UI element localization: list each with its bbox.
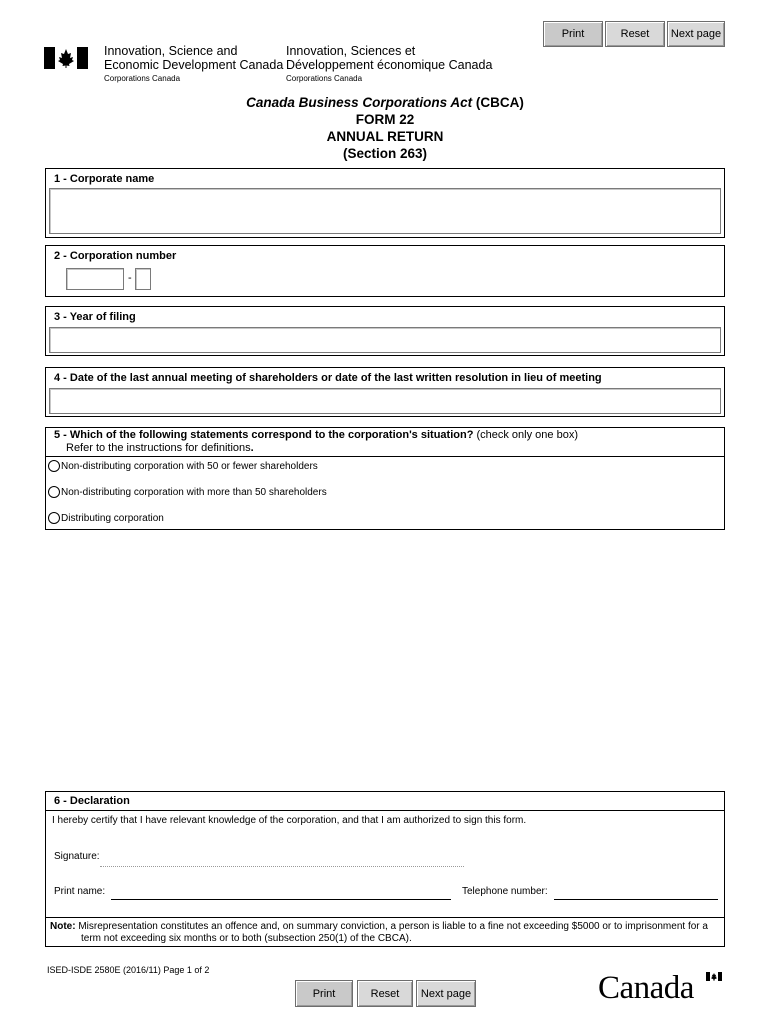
section-corporation-number bbox=[45, 245, 725, 297]
act-abbreviation: (CBCA) bbox=[472, 95, 524, 110]
corporation-number-field[interactable] bbox=[66, 268, 124, 290]
radio-more-than-50[interactable] bbox=[48, 486, 60, 498]
option-more-than-50[interactable]: Non-distributing corporation with more than 50 shareholders bbox=[48, 486, 327, 498]
note-label: Note: bbox=[50, 921, 76, 932]
telephone-label: Telephone number: bbox=[462, 886, 548, 897]
section-2-heading: 2 - Corporation number bbox=[54, 250, 177, 262]
note-text-1: Misrepresentation constitutes an offence and, on summary conviction, a person is liable to a fine not exceeding $5000 or to imprisonment for a bbox=[75, 921, 708, 932]
department-name-fr: Innovation, Sciences et Développement économique Canada bbox=[286, 44, 493, 72]
department-name-en: Innovation, Science and Economic Development Canada bbox=[104, 44, 284, 72]
telephone-field[interactable] bbox=[554, 899, 718, 900]
section-4-heading: 4 - Date of the last annual meeting of shareholders or date of the last written resolution in lieu of meeting bbox=[54, 372, 602, 384]
last-meeting-date-field[interactable] bbox=[49, 388, 721, 414]
section-last-meeting-date bbox=[45, 367, 725, 417]
form-title bbox=[150, 94, 620, 162]
wordmark-flag-icon bbox=[706, 968, 722, 977]
certification-text: I hereby certify that I have relevant knowledge of the corporation, and that I am authorized to sign this form. bbox=[52, 815, 527, 826]
option-distributing[interactable]: Distributing corporation bbox=[48, 512, 164, 524]
section-year-of-filing bbox=[45, 306, 725, 356]
form-number: FORM 22 bbox=[355, 112, 415, 127]
signature-line[interactable] bbox=[100, 866, 464, 867]
form-name: ANNUAL RETURN bbox=[326, 129, 444, 144]
next-page-button-top[interactable]: Next page bbox=[667, 21, 725, 47]
section-3-heading: 3 - Year of filing bbox=[54, 311, 136, 323]
next-page-button-bottom[interactable]: Next page bbox=[416, 980, 476, 1007]
agency-name-en: Corporations Canada bbox=[104, 74, 181, 83]
year-of-filing-field[interactable] bbox=[49, 327, 721, 353]
note-box bbox=[45, 917, 725, 947]
agency-name-fr: Corporations Canada bbox=[286, 74, 363, 83]
number-separator: - bbox=[128, 272, 132, 284]
corporate-name-field[interactable] bbox=[49, 188, 721, 234]
option-50-or-fewer[interactable]: Non-distributing corporation with 50 or fewer shareholders bbox=[48, 460, 318, 472]
section-1-heading: 1 - Corporate name bbox=[54, 173, 155, 185]
section-declaration bbox=[45, 791, 725, 918]
act-name: Canada Business Corporations Act bbox=[246, 95, 473, 110]
section-6-heading: 6 - Declaration bbox=[54, 795, 130, 807]
print-button-bottom[interactable]: Print bbox=[295, 980, 353, 1007]
print-name-label: Print name: bbox=[54, 886, 106, 897]
signature-label: Signature: bbox=[54, 851, 100, 862]
corporation-number-check-digit-field[interactable] bbox=[135, 268, 151, 290]
print-name-field[interactable] bbox=[111, 899, 451, 900]
canada-wordmark: Canada bbox=[598, 970, 694, 1006]
section-corporation-situation bbox=[45, 427, 725, 530]
section-corporate-name bbox=[45, 168, 725, 238]
print-button-top[interactable]: Print bbox=[543, 21, 603, 47]
canada-flag-icon bbox=[44, 47, 88, 69]
form-section: (Section 263) bbox=[342, 146, 428, 161]
radio-distributing[interactable] bbox=[48, 512, 60, 524]
reset-button-bottom[interactable]: Reset bbox=[357, 980, 413, 1007]
form-code: ISED-ISDE 2580E (2016/11) Page 1 of 2 bbox=[47, 965, 210, 975]
note-text-2: term not exceeding six months or to both (subsection 250(1) of the CBCA). bbox=[81, 933, 412, 944]
radio-50-or-fewer[interactable] bbox=[48, 460, 60, 472]
section-5-heading: 5 - Which of the following statements correspond to the corporation's situation? (check only one box) Refer to the instructions for definitions. bbox=[54, 429, 578, 454]
reset-button-top[interactable]: Reset bbox=[605, 21, 665, 47]
